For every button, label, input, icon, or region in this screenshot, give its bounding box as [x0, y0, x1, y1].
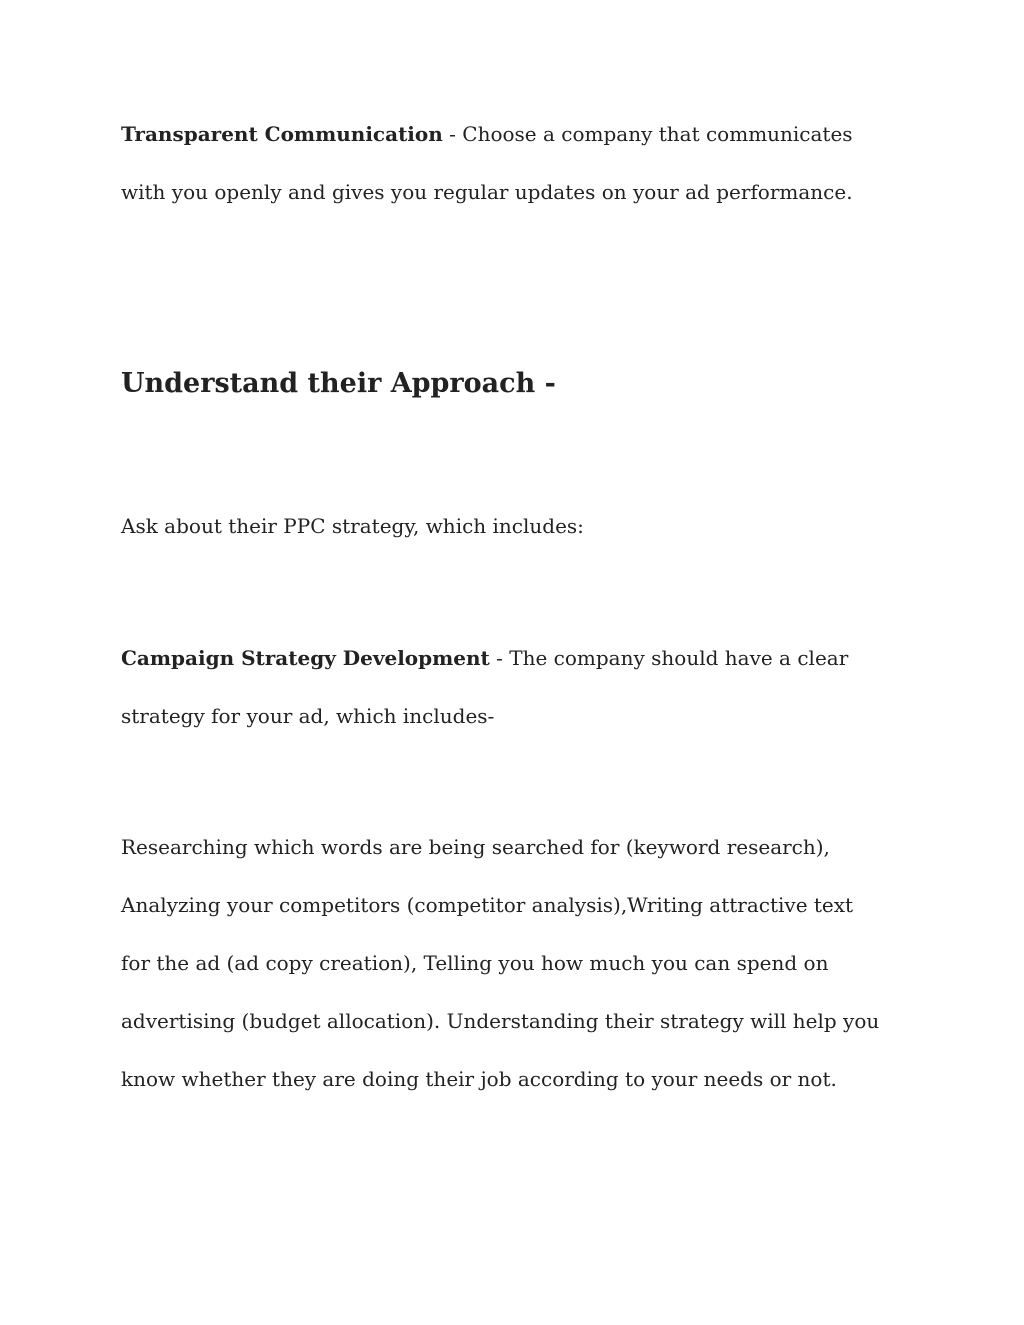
transparent-communication-paragraph [121, 105, 881, 221]
campaign-strategy-text: - The company should have a clear strategy for your ad, which includes- [121, 646, 849, 728]
approach-heading: Understand their Approach - [121, 368, 556, 399]
campaign-strategy-term: Campaign Strategy Development [121, 646, 490, 670]
transparent-communication-term: Transparent Communication [121, 122, 443, 146]
campaign-strategy-paragraph [121, 629, 881, 745]
research-paragraph: Researching which words are being searched for (keyword research), Analyzing your competitors (competitor analysis),Writing attractive text for the ad (ad copy creation), Telling you how much you can spend on advertising (budget allocation). Understanding their strategy will help you know whether they are doing their job according to your needs or not. [121, 835, 880, 1091]
ask-strategy-paragraph: Ask about their PPC strategy, which includes: [121, 514, 584, 538]
transparent-communication-text: - Choose a company that communicates with you openly and gives you regular updates on your ad performance. [121, 122, 853, 204]
